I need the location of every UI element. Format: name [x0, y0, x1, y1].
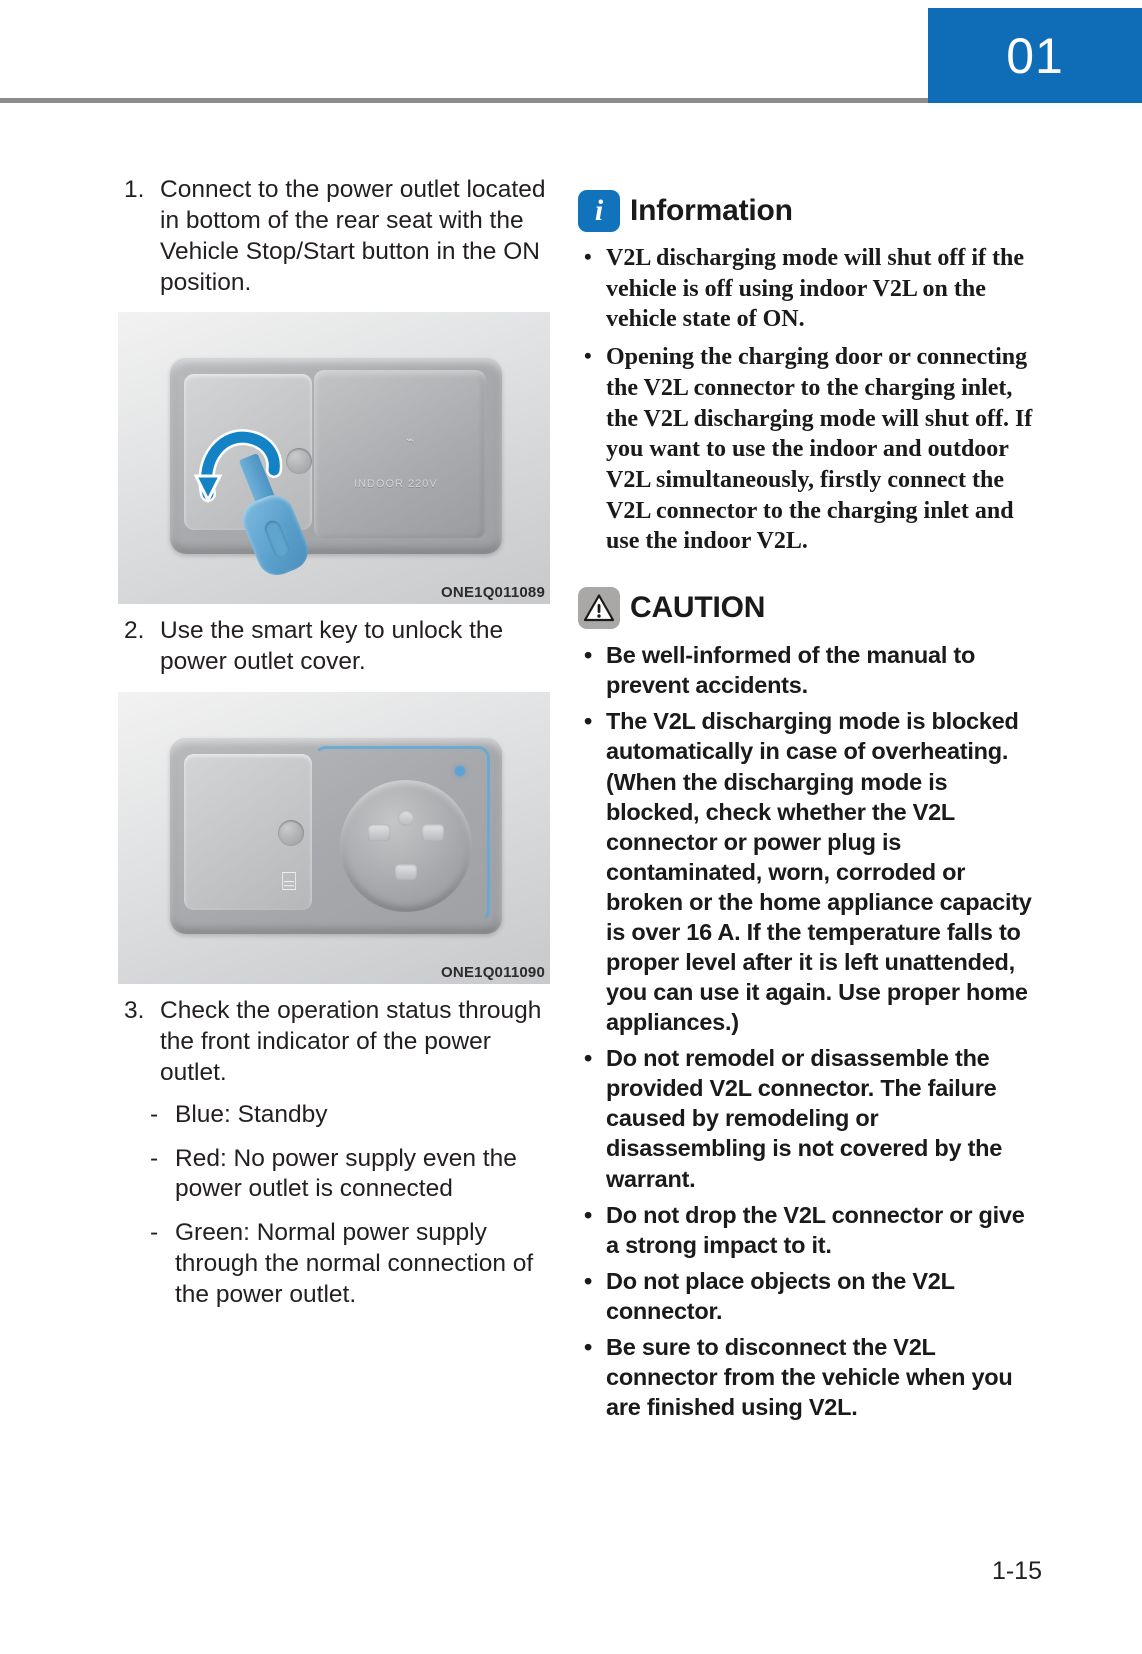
page-header: [0, 0, 1142, 110]
header-divider: [0, 98, 928, 103]
caution-title: CAUTION: [630, 591, 766, 625]
list-item: [578, 1200, 1038, 1260]
information-bullet-2: Opening the charging door or connecting the V2L connector to the charging inlet, the V2L discharging mode will shut off. If you want to use the indoor and outdoor V2L simultaneously, firstly connect the V2L connector to the charging inlet and use the indoor V2L.: [606, 344, 1033, 555]
step-3-number: 3.: [124, 997, 145, 1025]
chapter-tab: [928, 8, 1142, 103]
step-2: [118, 616, 550, 678]
chapter-number: 01: [1006, 27, 1064, 84]
list-item: [578, 1332, 1038, 1422]
warning-triangle-glyph: [583, 593, 615, 623]
indicator-blue: Blue: Standby: [175, 1100, 328, 1128]
list-item: [578, 1043, 1038, 1193]
info-icon: [578, 190, 620, 232]
information-header: [578, 190, 1038, 232]
caution-bullet-list: [578, 640, 1038, 1422]
figure-1-illustration: ⌁ INDOOR 220V: [118, 312, 550, 604]
step-2-text: Use the smart key to unlock the power outlet cover.: [160, 617, 504, 676]
figure-1-caption: ONE1Q011089: [441, 584, 545, 602]
figure-2-caption: ONE1Q011090: [441, 964, 545, 982]
list-item: [578, 1266, 1038, 1326]
indicator-green: Green: Normal power supply through the normal connection of the power outlet.: [175, 1219, 534, 1309]
info-icon-glyph: i: [594, 194, 604, 227]
information-bullet-1: V2L discharging mode will shut off if the vehicle is off using indoor V2L on the vehicle state of ON.: [606, 245, 1025, 333]
bullet-mark: •: [584, 708, 592, 735]
step-1-text: Connect to the power outlet located in bottom of the rear seat with the Vehicle Stop/Start button in the ON position.: [160, 176, 546, 296]
bullet-mark: •: [584, 1333, 592, 1360]
step-1: [118, 175, 550, 298]
caution-bullet-1: Be well-informed of the manual to prevent accidents.: [606, 642, 976, 699]
warning-triangle-icon: [578, 587, 620, 629]
step-2-number: 2.: [124, 617, 145, 645]
information-bullet-list: [578, 243, 1038, 557]
list-item: [578, 706, 1038, 1037]
bullet-mark: •: [584, 1267, 592, 1294]
figure-2-illustration: ⌸: [118, 692, 550, 984]
bullet-mark: •: [584, 244, 592, 269]
left-column: [118, 175, 550, 1324]
information-title: Information: [630, 194, 793, 227]
bullet-mark: •: [584, 343, 592, 369]
caution-bullet-4: Do not drop the V2L connector or give a strong impact to it.: [606, 1201, 1025, 1258]
right-column: [578, 190, 1038, 1452]
bullet-mark: •: [584, 1045, 592, 1072]
bullet-mark: •: [584, 1201, 592, 1228]
list-item: [578, 640, 1038, 700]
figure-outlet-cover-locked: [118, 312, 550, 604]
caution-notice: [578, 587, 1038, 1422]
step-3-text: Check the operation status through the front indicator of the power outlet.: [160, 997, 542, 1086]
caution-bullet-6: Be sure to disconnect the V2L connector from the vehicle when you are finished using V2L.: [606, 1333, 1013, 1421]
information-notice: [578, 190, 1038, 557]
figure-outlet-cover-open: [118, 692, 550, 984]
caution-header: [578, 587, 1038, 629]
bullet-mark: •: [584, 642, 592, 669]
dash-mark: -: [150, 1144, 159, 1172]
indicator-red: Red: No power supply even the power outlet is connected: [175, 1144, 517, 1203]
caution-bullet-3: Do not remodel or disassemble the provided V2L connector. The failure caused by remodeling or disassembling is not covered by the warrant.: [606, 1045, 1003, 1192]
list-item: [150, 1218, 550, 1311]
dash-mark: -: [150, 1100, 159, 1128]
caution-bullet-5: Do not place objects on the V2L connector.: [606, 1267, 955, 1324]
list-item: [578, 342, 1038, 557]
list-item: [150, 1144, 550, 1206]
dash-mark: -: [150, 1219, 159, 1247]
page-number: 1-15: [991, 1557, 1042, 1585]
list-item: [150, 1100, 550, 1131]
step-3: [118, 996, 550, 1089]
list-item: [578, 243, 1038, 335]
indicator-status-list: [118, 1100, 550, 1311]
caution-bullet-2: The V2L discharging mode is blocked automatically in case of overheating. (When the discharging mode is blocked, check whether the V2L connector or power plug is contaminated, worn, corroded or broken or the home appliance capacity is over 16 A. If the temperature falls to proper level after it is left unattended, you can use it again. Use proper home appliances.): [606, 708, 1032, 1036]
step-1-number: 1.: [124, 176, 145, 203]
rotate-arrow-icon: [194, 424, 286, 504]
